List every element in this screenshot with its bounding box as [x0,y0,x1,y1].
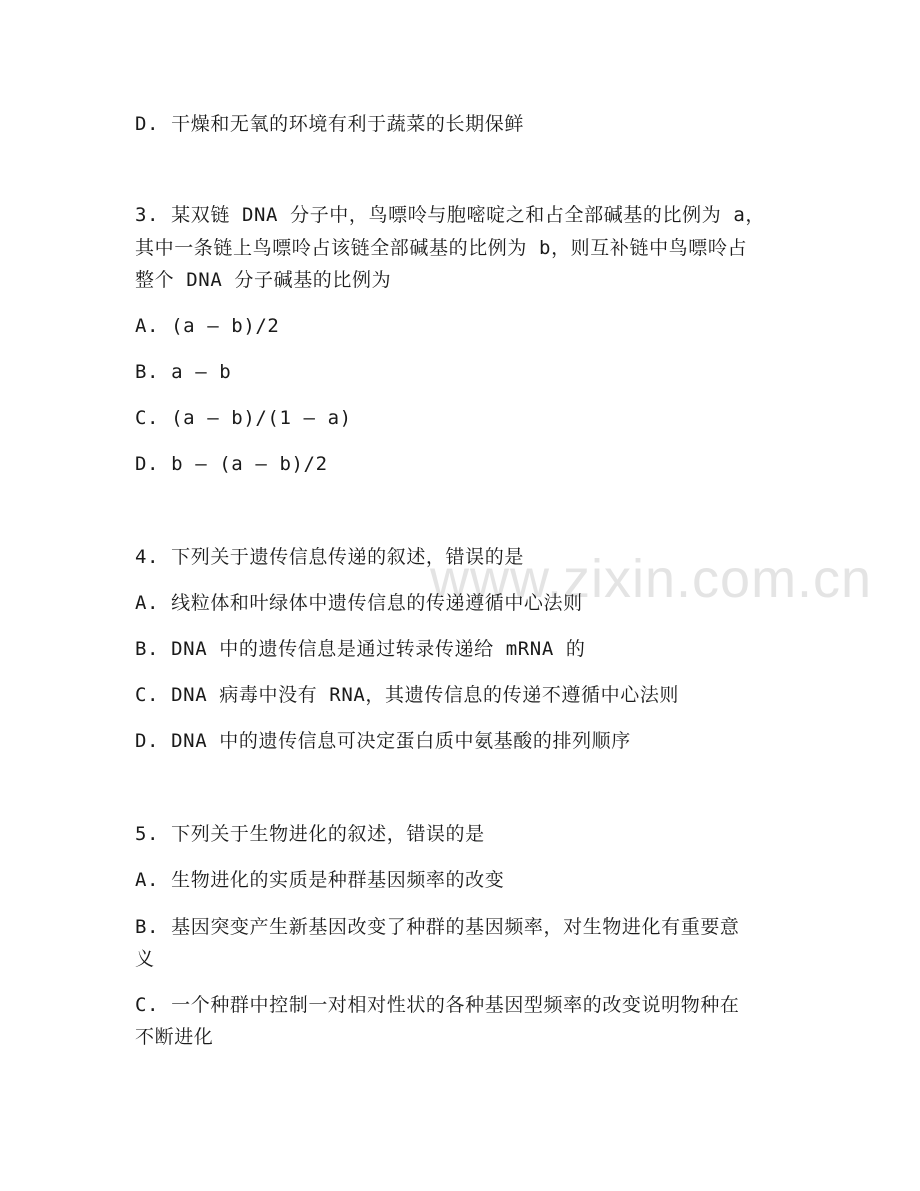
q3-stem-line-2: 其中一条链上鸟嘌呤占该链全部碱基的比例为 b，则互补链中鸟嘌呤占 [135,237,748,259]
q3-option-a: A. (a – b)/2 [135,315,280,337]
q5-option-b-line-1: B. 基因突变产生新基因改变了种群的基因频率，对生物进化有重要意 [135,916,740,938]
q3-option-b: B. a – b [135,361,232,383]
q4-stem: 4. 下列关于遗传信息传递的叙述，错误的是 [135,546,524,568]
q5-stem: 5. 下列关于生物进化的叙述，错误的是 [135,823,485,845]
q3-stem-line-1: 3. 某双链 DNA 分子中，鸟嘌呤与胞嘧啶之和占全部碱基的比例为 a， [135,204,765,226]
q4-option-c: C. DNA 病毒中没有 RNA，其遗传信息的传递不遵循中心法则 [135,684,680,706]
q3-stem-line-3: 整个 DNA 分子碱基的比例为 [135,269,392,291]
q5-option-c-line-1: C. 一个种群中控制一对相对性状的各种基因型频率的改变说明物种在 [135,994,740,1016]
q5-option-c-line-2: 不断进化 [135,1026,214,1048]
q5-option-a: A. 生物进化的实质是种群基因频率的改变 [135,869,505,891]
watermark-text: www.zixin.com.cn [430,549,873,609]
q3-option-d: D. b – (a – b)/2 [135,453,328,475]
q4-option-b: B. DNA 中的遗传信息是通过转录传递给 mRNA 的 [135,638,586,660]
q5-option-b-line-2: 义 [135,948,155,970]
q4-option-a: A. 线粒体和叶绿体中遗传信息的传递遵循中心法则 [135,592,583,614]
q4-option-d: D. DNA 中的遗传信息可决定蛋白质中氨基酸的排列顺序 [135,730,631,752]
q3-option-c: C. (a – b)/(1 – a) [135,407,352,429]
q2-option-d: D. 干燥和无氧的环境有利于蔬菜的长期保鲜 [135,113,524,135]
